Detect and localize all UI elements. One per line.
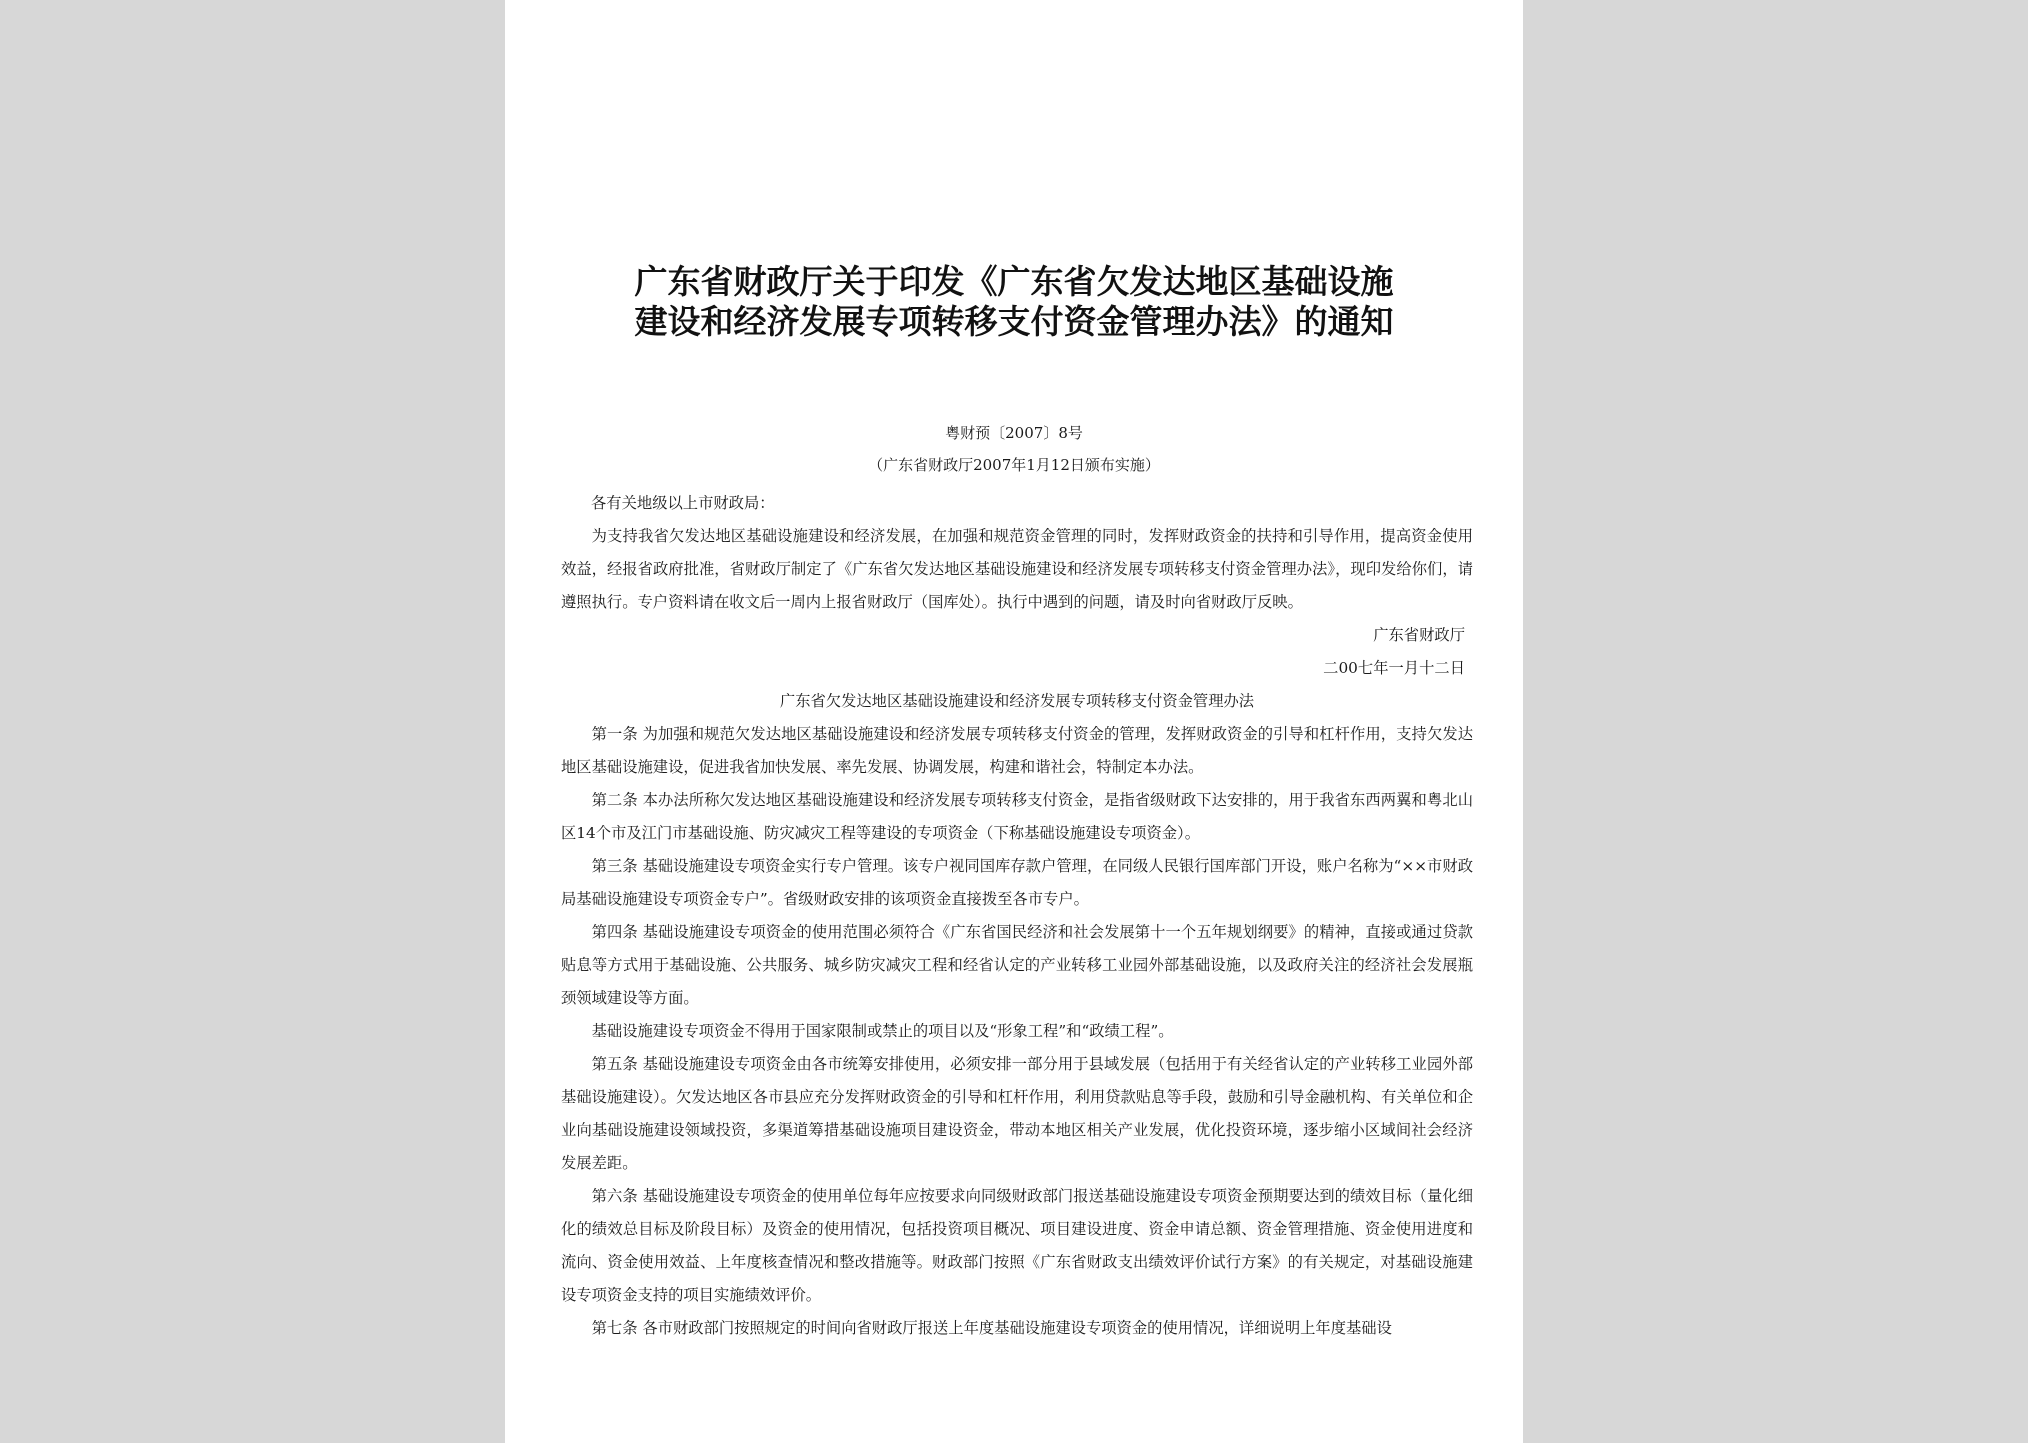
signing-date: 二00七年一月十二日 — [1323, 659, 1465, 677]
article-paragraph: 第七条 各市财政部门按照规定的时间向省财政厅报送上年度基础设施建设专项资金的使用情况，详细说明上年度基础设 — [591, 1319, 1392, 1337]
title-line-2: 建设和经济发展专项转移支付资金管理办法》的通知 — [634, 302, 1394, 341]
signatory: 广东省财政厅 — [1373, 626, 1465, 644]
article-paragraph: 基础设施建设专项资金不得用于国家限制或禁止的项目以及“形象工程”和“政绩工程”。 — [591, 1022, 1174, 1040]
issue-note: （广东省财政厅2007年1月12日颁布实施） — [868, 456, 1160, 474]
intro-paragraph: 为支持我省欠发达地区基础设施建设和经济发展，在加强和规范资金管理的同时，发挥财政资金的扶持和引导作用，提高资金使用效益，经报省政府批准，省财政厅制定了《广东省欠发达地区基础设施建设和经济发展专项转移支付资金管理办法》，现印发给你们，请遵照执行。专户资料请在收文后一周内上报省财政厅（国库处）。执行中遇到的问题，请及时向省财政厅反映。 — [561, 527, 1473, 611]
page-title — [505, 262, 1523, 342]
article-paragraph: 第四条 基础设施建设专项资金的使用范围必须符合《广东省国民经济和社会发展第十一个五年规划纲要》的精神，直接或通过贷款贴息等方式用于基础设施、公共服务、城乡防灾减灾工程和经省认定的产业转移工业园外部基础设施，以及政府关注的经济社会发展瓶颈领域建设等方面。 — [561, 923, 1473, 1007]
document-body — [561, 487, 1473, 1345]
salutation: 各有关地级以上市财政局： — [591, 494, 775, 512]
measures-title: 广东省欠发达地区基础设施建设和经济发展专项转移支付资金管理办法 — [779, 692, 1255, 710]
article-paragraph: 第二条 本办法所称欠发达地区基础设施建设和经济发展专项转移支付资金，是指省级财政下达安排的，用于我省东西两翼和粤北山区14个市及江门市基础设施、防灾减灾工程等建设的专项资金（下称基础设施建设专项资金）。 — [561, 791, 1473, 842]
document-page — [505, 0, 1523, 1443]
article-paragraph: 第五条 基础设施建设专项资金由各市统筹安排使用，必须安排一部分用于县域发展（包括用于有关经省认定的产业转移工业园外部基础设施建设）。欠发达地区各市县应充分发挥财政资金的引导和杠杆作用，利用贷款贴息等手段，鼓励和引导金融机构、有关单位和企业向基础设施建设领域投资，多渠道筹措基础设施项目建设资金，带动本地区相关产业发展，优化投资环境，逐步缩小区域间社会经济发展差距。 — [561, 1055, 1473, 1172]
title-line-1: 广东省财政厅关于印发《广东省欠发达地区基础设施 — [634, 262, 1394, 301]
article-paragraph: 第一条 为加强和规范欠发达地区基础设施建设和经济发展专项转移支付资金的管理，发挥财政资金的引导和杠杆作用，支持欠发达地区基础设施建设，促进我省加快发展、率先发展、协调发展，构建和谐社会，特制定本办法。 — [561, 725, 1473, 776]
article-paragraph: 第三条 基础设施建设专项资金实行专户管理。该专户视同国库存款户管理，在同级人民银行国库部门开设，账户名称为“××市财政局基础设施建设专项资金专户”。省级财政安排的该项资金直接拨至各市专户。 — [561, 857, 1473, 908]
article-paragraph: 第六条 基础设施建设专项资金的使用单位每年应按要求向同级财政部门报送基础设施建设专项资金预期要达到的绩效目标（量化细化的绩效总目标及阶段目标）及资金的使用情况，包括投资项目概况、项目建设进度、资金申请总额、资金管理措施、资金使用进度和流向、资金使用效益、上年度核查情况和整改措施等。财政部门按照《广东省财政支出绩效评价试行方案》的有关规定，对基础设施建设专项资金支持的项目实施绩效评价。 — [561, 1187, 1473, 1304]
document-number: 粤财预〔2007〕8号 — [945, 424, 1083, 442]
